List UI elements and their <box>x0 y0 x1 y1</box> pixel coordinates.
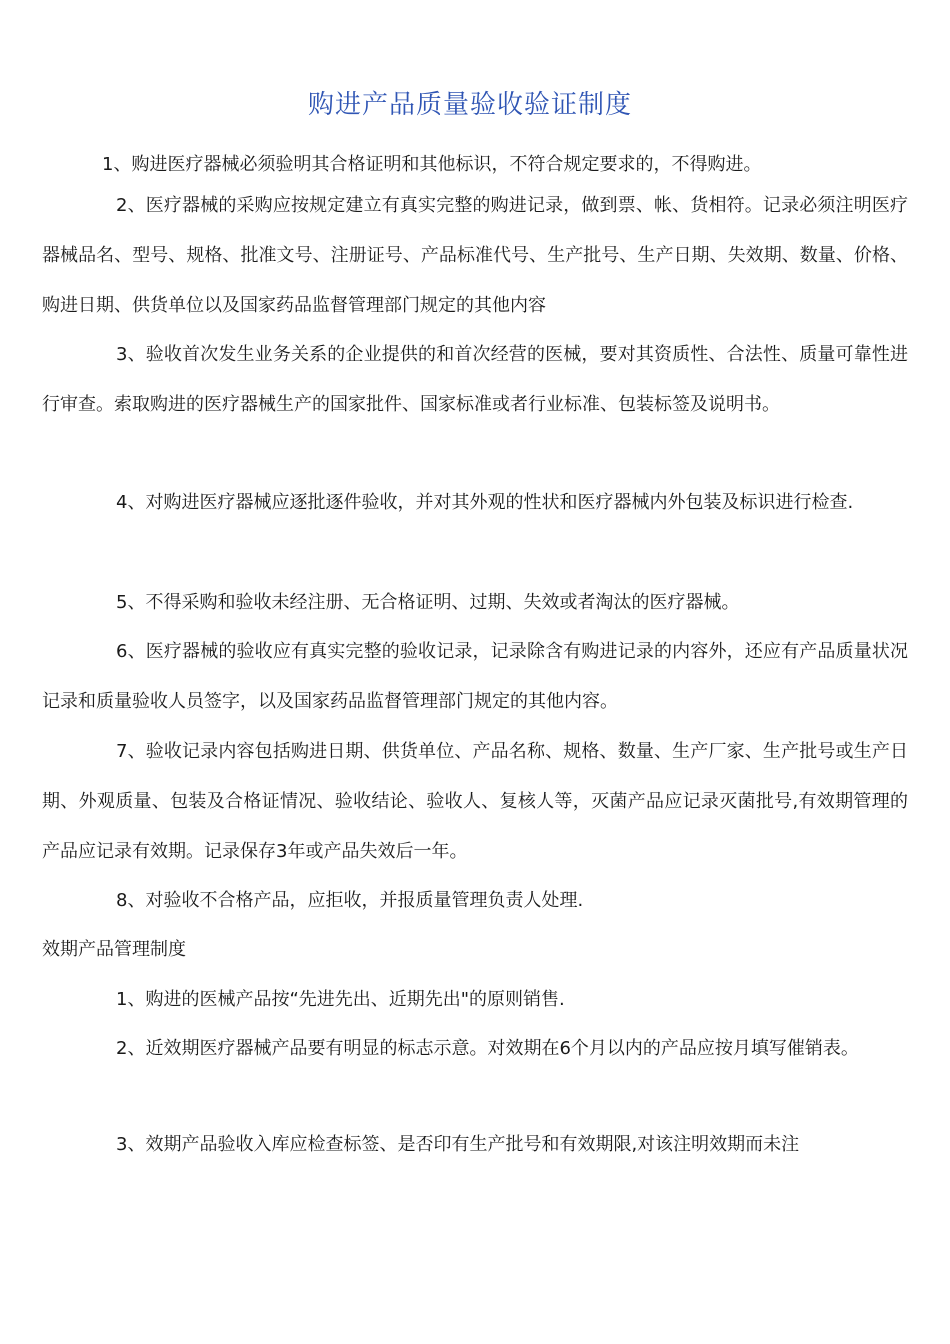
paragraph-8: 8、对验收不合格产品，应拒收，并报质量管理负责人处理. <box>116 890 584 911</box>
document-title: 购进产品质量验收验证制度 <box>307 90 632 120</box>
paragraph-3: 3、验收首次发生业务关系的企业提供的和首次经营的医械，要对其资质性、合法性、质量可靠性进行审查。索取购进的医疗器械生产的国家批件、国家标准或者行业标准、包装标签及说明书。 <box>42 344 908 415</box>
paragraph-2: 2、医疗器械的采购应按规定建立有真实完整的购进记录，做到票、帐、货相符。记录必须注明医疗器械品名、型号、规格、批准文号、注册证号、产品标准代号、生产批号、生产日期、失效期、数量、价格、购进日期、供货单位以及国家药品监督管理部门规定的其他内容 <box>42 195 908 316</box>
section2-paragraph-1: 1、购进的医械产品按“先进先出、近期先出"的原则销售. <box>116 989 565 1010</box>
paragraph-5: 5、不得采购和验收未经注册、无合格证明、过期、失效或者淘汰的医疗器械。 <box>116 592 740 613</box>
section2-paragraph-2: 2、近效期医疗器械产品要有明显的标志示意。对效期在6个月以内的产品应按月填写催销表。 <box>116 1038 859 1059</box>
paragraph-7: 7、验收记录内容包括购进日期、供货单位、产品名称、规格、数量、生产厂家、生产批号或生产日期、外观质量、包装及合格证情况、验收结论、验收人、复核人等，灭菌产品应记录灭菌批号,有效期管理的产品应记录有效期。记录保存3年或产品失效后一年。 <box>42 741 908 862</box>
paragraph-6: 6、医疗器械的验收应有真实完整的验收记录，记录除含有购进记录的内容外，还应有产品质量状况记录和质量验收人员签字，以及国家药品监督管理部门规定的其他内容。 <box>42 641 908 712</box>
paragraph-1: 1、购进医疗器械必须验明其合格证明和其他标识，不符合规定要求的，不得购进。 <box>102 154 762 175</box>
section2-paragraph-3: 3、效期产品验收入库应检查标签、是否印有生产批号和有效期限,对该注明效期而未注 <box>116 1134 800 1155</box>
paragraph-4: 4、对购进医疗器械应逐批逐件验收，并对其外观的性状和医疗器械内外包装及标识进行检查. <box>116 492 854 513</box>
section2-heading: 效期产品管理制度 <box>42 939 186 960</box>
